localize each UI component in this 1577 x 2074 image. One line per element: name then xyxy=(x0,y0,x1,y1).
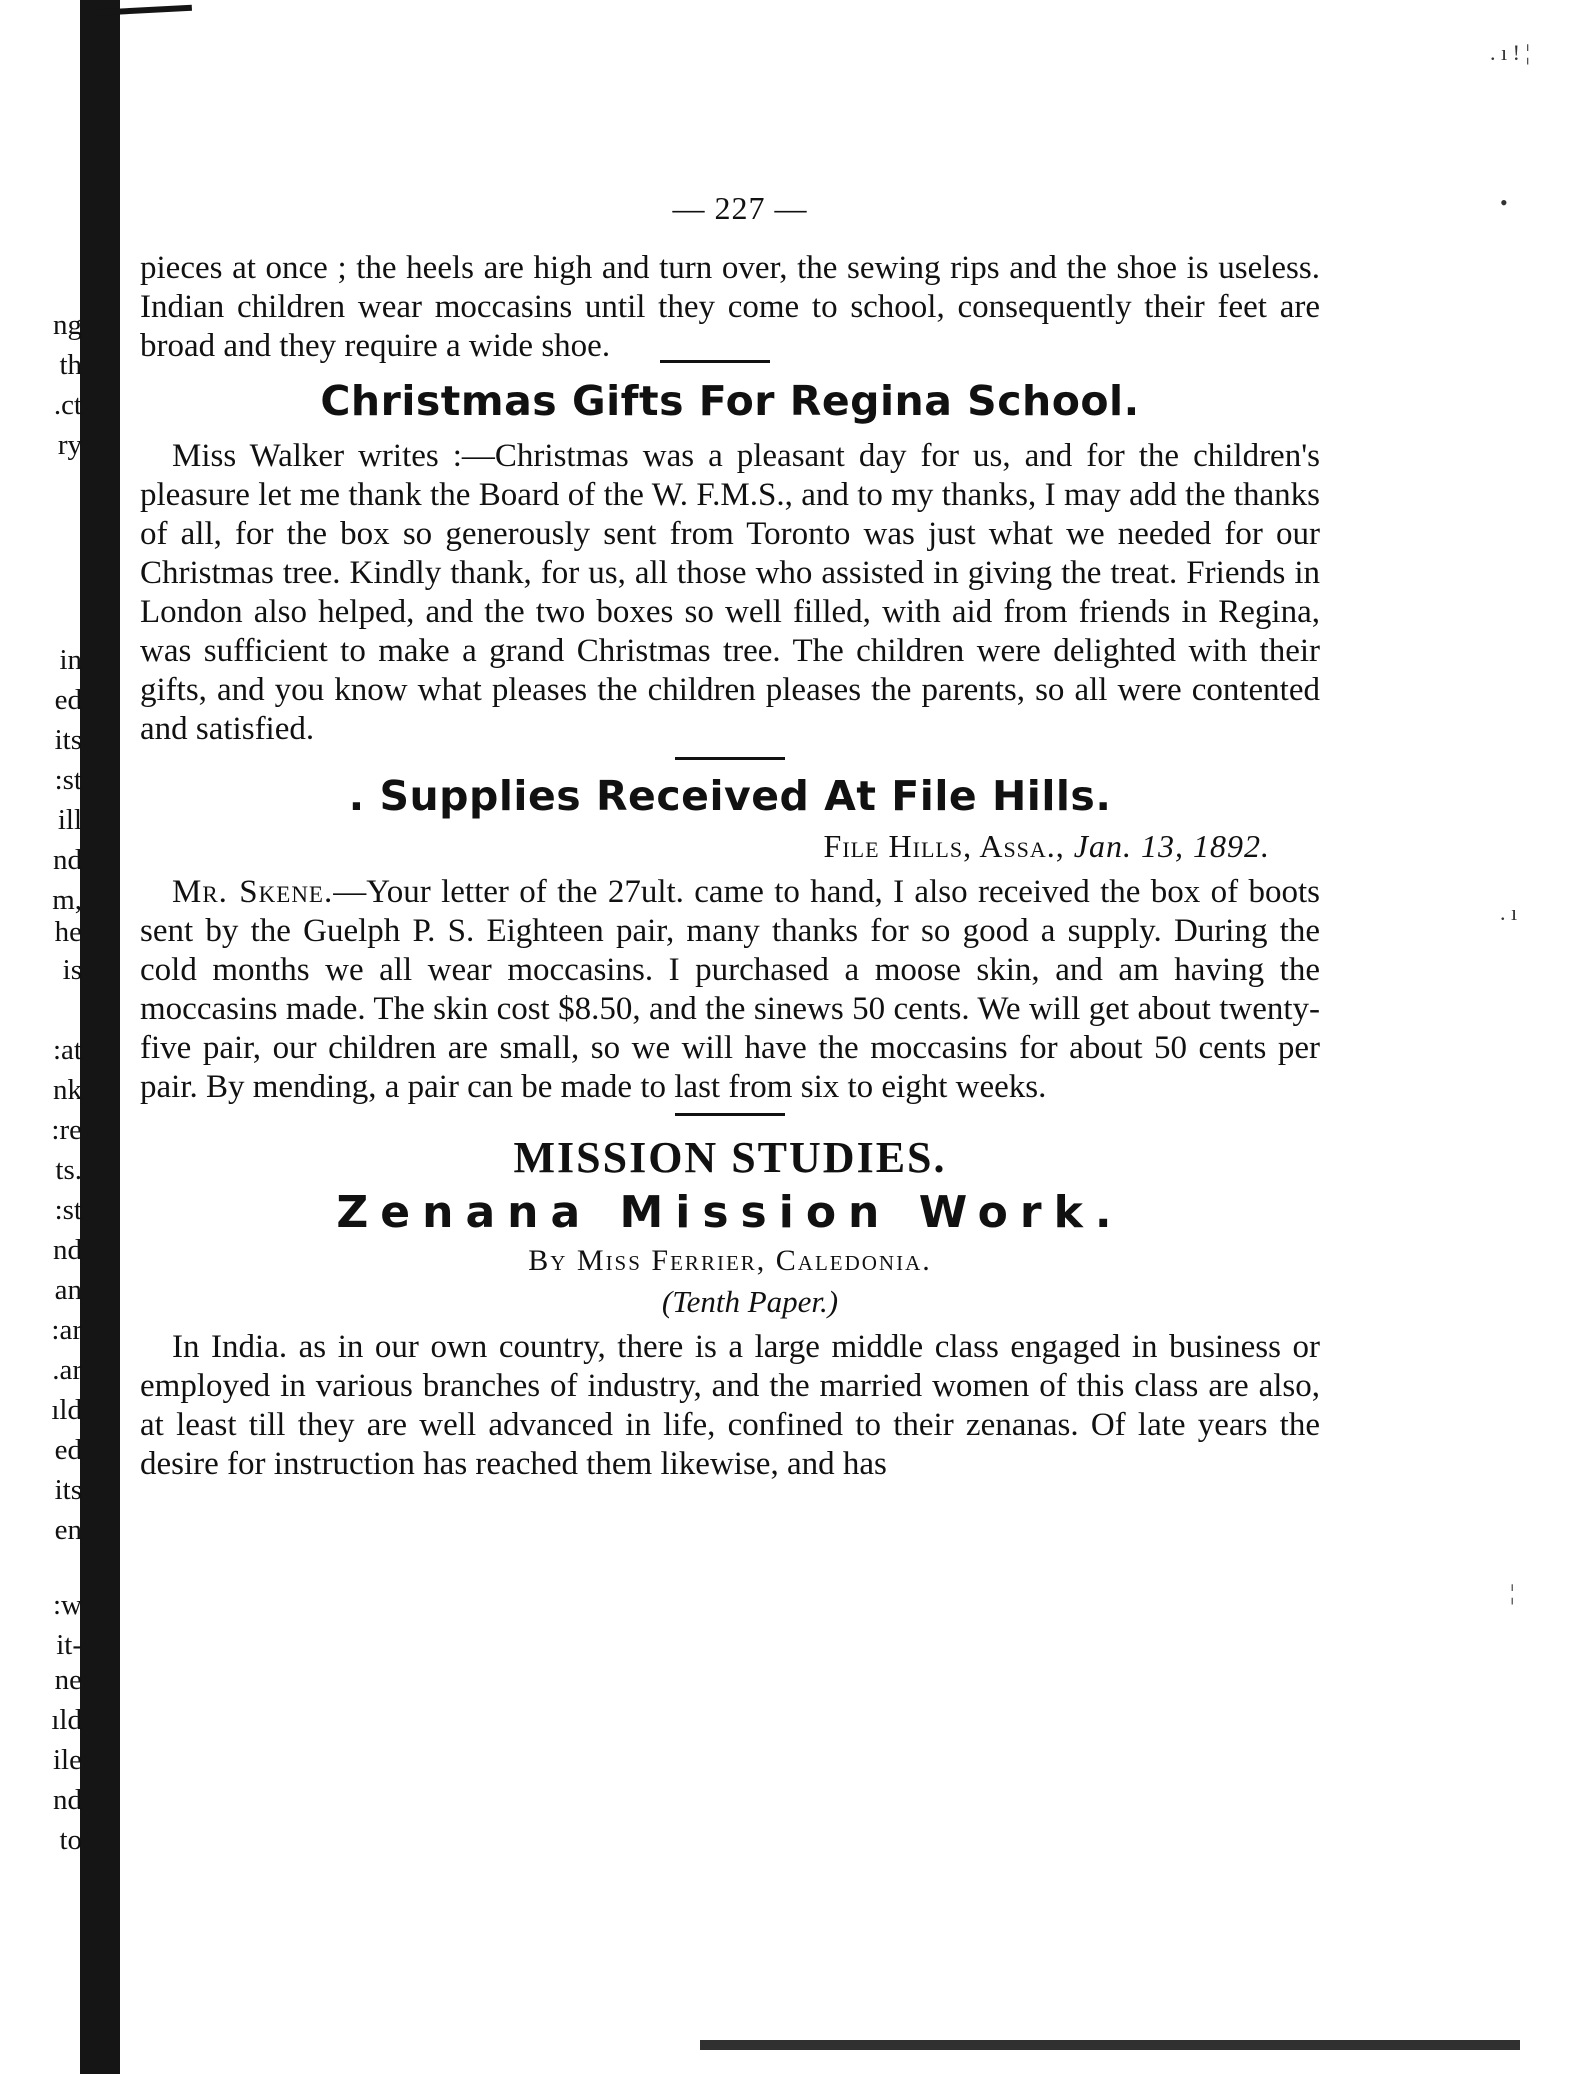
fragment-text: ıld xyxy=(51,1704,82,1736)
opening-paragraph: pieces at once ; the heels are high and turn over, the sewing rips and the shoe is useless. Indian children wear moccasins until they come to school, consequently their feet are broad and they require a wide shoe. xyxy=(140,250,1320,364)
fragment-text: ry xyxy=(57,429,82,461)
article-body-christmas-gifts: Miss Walker writes :—Christmas was a pleasant day for us, and for the children's pleasure let me thank the Board of the W. F.M.S., and to my thanks, I may add the thanks of all, for the box so generously sent from Toronto was just what we needed for our Christmas tree. Kindly thank, for us, all those who assisted in giving the treat. Friends in London also helped, and the two boxes so well filled, with aid from friends in Regina, was sufficient to make a grand Christmas tree. The children were delighted with their gifts, and you know what pleases the children pleases the parents, so all were contented and satisfied. xyxy=(140,438,1320,747)
fragment-text: nd xyxy=(53,844,82,876)
facing-page-fragments xyxy=(22,0,82,2074)
fragment-text: its xyxy=(54,724,82,756)
article-title-file-hills: . Supplies Received At File Hills. xyxy=(348,772,1112,820)
fragment-text: :ar xyxy=(51,1314,82,1346)
byline: By Miss Ferrier, Caledonia. xyxy=(528,1244,932,1277)
section-body: In India. as in our own country, there is a large middle class engaged in business or employed in various branches of industry, and the married women of this class are also, at least till they are well advanced in life, confined to their zenanas. Of late years the desire for instruction has reached them likewise, and has xyxy=(140,1329,1320,1482)
fragment-text: ill xyxy=(57,804,82,836)
salutation: Mr. Skene. xyxy=(172,874,334,910)
article-body-text: —Your letter of the 27ult. came to hand, I also received the box of boots sent by the Guelph P. S. Eighteen pair, many thanks for so good a supply. During the cold months we all wear moccasins. I purchased a moose skin, and am having the moccasins made. The skin cost $8.50, and the sinews 50 cents. We will get about twenty-five pair, our children are small, so we will have the moccasins for about 50 cents per pair. By mending, a pair can be made to last from six to eight weeks. xyxy=(140,874,1320,1105)
fragment-text: an xyxy=(54,1274,82,1306)
fragment-text: is xyxy=(62,954,82,986)
fragment-text: :at xyxy=(53,1034,82,1066)
binding-edge xyxy=(80,0,120,2074)
fragment-text: ts. xyxy=(55,1154,82,1186)
page-number: — 227 — xyxy=(672,190,808,226)
article-title-christmas-gifts: Christmas Gifts For Regina School. xyxy=(320,377,1140,425)
fragment-text: nd xyxy=(53,1784,82,1816)
fragment-text: ng xyxy=(53,309,82,341)
fragment-text: m, xyxy=(52,884,82,916)
fragment-text: ile xyxy=(53,1744,82,1776)
subsection-title: Zenana Mission Work. xyxy=(336,1187,1124,1238)
fragment-text: ed xyxy=(54,1434,82,1466)
article-body-file-hills xyxy=(140,873,1320,1107)
fragment-text: nk xyxy=(53,1074,82,1106)
fragment-text: its xyxy=(54,1474,82,1506)
dateline-date: Jan. 13, 1892. xyxy=(1073,828,1270,864)
fragment-text: :st xyxy=(54,1194,82,1226)
fragment-text: to xyxy=(59,1824,82,1856)
scan-speck: . ı xyxy=(1500,900,1518,925)
fragment-text: :st xyxy=(54,764,82,796)
fragment-text: it- xyxy=(56,1629,82,1661)
fragment-text: ed xyxy=(54,684,82,716)
page-content xyxy=(140,190,1320,1484)
scan-speck: . ı ! ¦ xyxy=(1490,40,1530,65)
fragment-text: ıld xyxy=(51,1394,82,1426)
scan-speck: • xyxy=(1500,190,1508,215)
separator-rule xyxy=(675,757,785,760)
fragment-text: nd xyxy=(53,1234,82,1266)
fragment-text: th xyxy=(59,349,82,381)
fragment-text: he xyxy=(54,916,82,948)
scan-speck: ¦ xyxy=(1510,1580,1515,1605)
section-title: MISSION STUDIES. xyxy=(513,1133,947,1182)
fragment-text: :re xyxy=(51,1114,82,1146)
fragment-text: ne xyxy=(54,1664,82,1696)
paper-number: (Tenth Paper.) xyxy=(661,1284,839,1319)
fragment-text: .ar xyxy=(52,1354,82,1386)
fragment-text: in xyxy=(59,644,82,676)
separator-rule xyxy=(675,1113,785,1116)
bottom-edge-mark xyxy=(700,2040,1520,2050)
dateline-place: File Hills, Assa., xyxy=(823,828,1065,864)
separator-rule xyxy=(660,360,770,363)
dateline xyxy=(140,828,1320,865)
fragment-text: .ct xyxy=(53,389,82,421)
fragment-text: en xyxy=(54,1514,82,1546)
fragment-text: :w xyxy=(53,1589,82,1621)
